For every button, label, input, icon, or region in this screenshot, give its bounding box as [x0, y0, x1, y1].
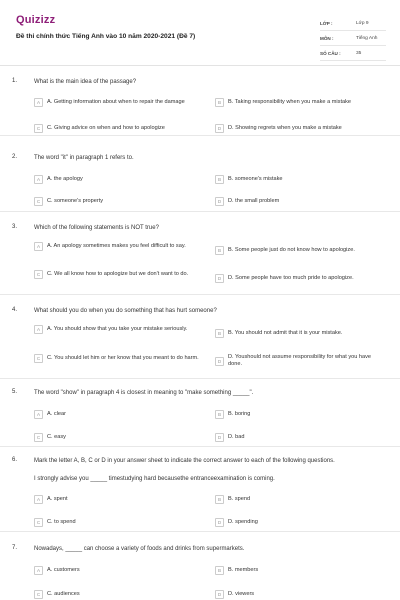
meta-table	[320, 16, 386, 61]
divider	[0, 378, 400, 379]
option-letter: D	[215, 518, 224, 527]
option-c[interactable]	[34, 197, 204, 206]
option-letter: A	[34, 175, 43, 184]
option-d[interactable]	[215, 354, 385, 368]
option-b[interactable]	[215, 246, 395, 255]
question-text: Which of the following statements is NOT true?	[34, 225, 159, 231]
option-c[interactable]	[34, 590, 204, 599]
option-b[interactable]	[215, 98, 395, 107]
option-letter: A	[34, 495, 43, 504]
option-letter: B	[215, 175, 224, 184]
option-text: B. Taking responsibility when you make a mistake	[228, 99, 352, 105]
question-text: The word "it" in paragraph 1 refers to.	[34, 155, 134, 161]
option-letter: B	[215, 566, 224, 575]
option-d[interactable]	[215, 433, 395, 442]
worksheet-header	[0, 0, 400, 66]
meta-value: 35	[356, 50, 362, 56]
question-number: 4.	[12, 307, 18, 313]
option-letter: C	[34, 354, 43, 363]
option-b[interactable]	[215, 495, 395, 504]
option-letter: A	[34, 98, 43, 107]
meta-row-grade	[320, 16, 386, 31]
option-b[interactable]	[215, 175, 395, 184]
option-text: A. the apology	[47, 176, 83, 182]
option-text: B. members	[228, 567, 259, 573]
option-a[interactable]	[34, 242, 210, 251]
option-letter: B	[215, 98, 224, 107]
option-a[interactable]	[34, 175, 204, 184]
option-text: D. Showing regrets when you make a mistake	[228, 125, 342, 131]
option-text: C. audiences	[47, 591, 80, 597]
option-text: D. spending	[228, 519, 258, 525]
question-text: The word "show" in paragraph 4 is closest in meaning to "make something _____".	[34, 390, 254, 396]
option-letter: D	[215, 433, 224, 442]
option-text: B. You should not admit that it is your mistake.	[228, 330, 343, 336]
question-sentence: I strongly advise you _____ timestudying hard becausethe entranceexamination is coming.	[34, 476, 275, 482]
option-text: C. someone's property	[47, 198, 104, 204]
option-letter: D	[215, 197, 224, 206]
question-number: 7.	[12, 545, 18, 551]
option-letter: A	[34, 566, 43, 575]
option-c[interactable]	[34, 518, 204, 527]
meta-key: SỐ CÂU :	[320, 50, 341, 56]
option-letter: C	[34, 124, 43, 133]
option-text: A. Getting information about when to repair the damage	[47, 99, 185, 105]
option-letter: C	[34, 197, 43, 206]
option-text: A. An apology sometimes makes you feel difficult to say.	[47, 243, 186, 249]
option-c[interactable]	[34, 354, 210, 363]
question-text: What is the main idea of the passage?	[34, 79, 137, 85]
meta-row-subject	[320, 31, 386, 46]
option-letter: C	[34, 518, 43, 527]
divider	[0, 294, 400, 295]
page-title: Đề thi chính thức Tiếng Anh vào 10 năm 2020-2021 (Đề 7)	[16, 33, 196, 40]
meta-value: Lớp 9	[356, 20, 369, 26]
option-b[interactable]	[215, 566, 395, 575]
option-text: D. bad	[228, 434, 245, 440]
meta-value: Tiếng Anh	[356, 35, 378, 41]
option-d[interactable]	[215, 124, 395, 133]
option-d[interactable]	[215, 518, 395, 527]
question-number: 2.	[12, 154, 18, 160]
question-number: 1.	[12, 78, 18, 84]
option-text: A. clear	[47, 411, 66, 417]
option-letter: B	[215, 410, 224, 419]
option-text: B. spend	[228, 496, 251, 502]
question-text: Mark the letter A, B, C or D in your answer sheet to indicate the correct answer to each of the following questions.	[34, 458, 335, 464]
meta-key: MÔN :	[320, 35, 334, 41]
option-text: C. to spend	[47, 519, 76, 525]
option-letter: D	[215, 274, 224, 283]
option-text: C. You should let him or her know that you meant to do harm.	[47, 355, 199, 361]
question-text: What should you do when you do something that has hurt someone?	[34, 308, 217, 314]
option-text: B. someone's mistake	[228, 176, 283, 182]
option-text: D. viewers	[228, 591, 255, 597]
option-letter: A	[34, 410, 43, 419]
question-text: Nowadays, _____ can choose a variety of foods and drinks from supermarkets.	[34, 546, 245, 552]
option-letter: C	[34, 590, 43, 599]
question-number: 6.	[12, 457, 18, 463]
option-c[interactable]	[34, 124, 204, 133]
option-d[interactable]	[215, 274, 395, 283]
option-a[interactable]	[34, 325, 210, 334]
option-letter: D	[215, 357, 224, 366]
option-text: A. You should show that you take your mistake seriously.	[47, 326, 188, 332]
option-text: D. the small problem	[228, 198, 280, 204]
option-letter: D	[215, 124, 224, 133]
question-number: 3.	[12, 224, 18, 230]
option-c[interactable]	[34, 433, 204, 442]
option-c[interactable]	[34, 270, 210, 279]
option-text: C. Giving advice on when and how to apologize	[47, 125, 165, 131]
option-text: B. Some people just do not know how to apologize.	[228, 247, 355, 253]
divider	[0, 135, 400, 136]
question-number: 5.	[12, 389, 18, 395]
quizizz-logo: Quizizz	[16, 14, 56, 26]
option-letter: B	[215, 246, 224, 255]
meta-row-question-count	[320, 46, 386, 61]
option-b[interactable]	[215, 410, 395, 419]
option-d[interactable]	[215, 590, 395, 599]
option-letter: A	[34, 325, 43, 334]
option-text: D. Some people have too much pride to apologize.	[228, 275, 354, 281]
divider	[0, 531, 400, 532]
divider	[0, 211, 400, 212]
option-letter: C	[34, 270, 43, 279]
option-text: C. easy	[47, 434, 66, 440]
option-a[interactable]	[34, 410, 204, 419]
option-text: D. Youshould not assume responsibility for what you have done.	[228, 354, 372, 367]
option-letter: C	[34, 433, 43, 442]
divider	[0, 446, 400, 447]
option-a[interactable]	[34, 495, 204, 504]
option-a[interactable]	[34, 98, 204, 107]
option-letter: A	[34, 242, 43, 251]
option-letter: B	[215, 329, 224, 338]
option-text: C. We all know how to apologize but we don't want to do.	[47, 271, 189, 277]
option-b[interactable]	[215, 329, 395, 338]
option-text: A. spent	[47, 496, 68, 502]
option-a[interactable]	[34, 566, 204, 575]
option-letter: D	[215, 590, 224, 599]
option-letter: B	[215, 495, 224, 504]
option-text: A. customers	[47, 567, 80, 573]
option-d[interactable]	[215, 197, 395, 206]
meta-key: LỚP :	[320, 20, 333, 26]
option-text: B. boring	[228, 411, 251, 417]
